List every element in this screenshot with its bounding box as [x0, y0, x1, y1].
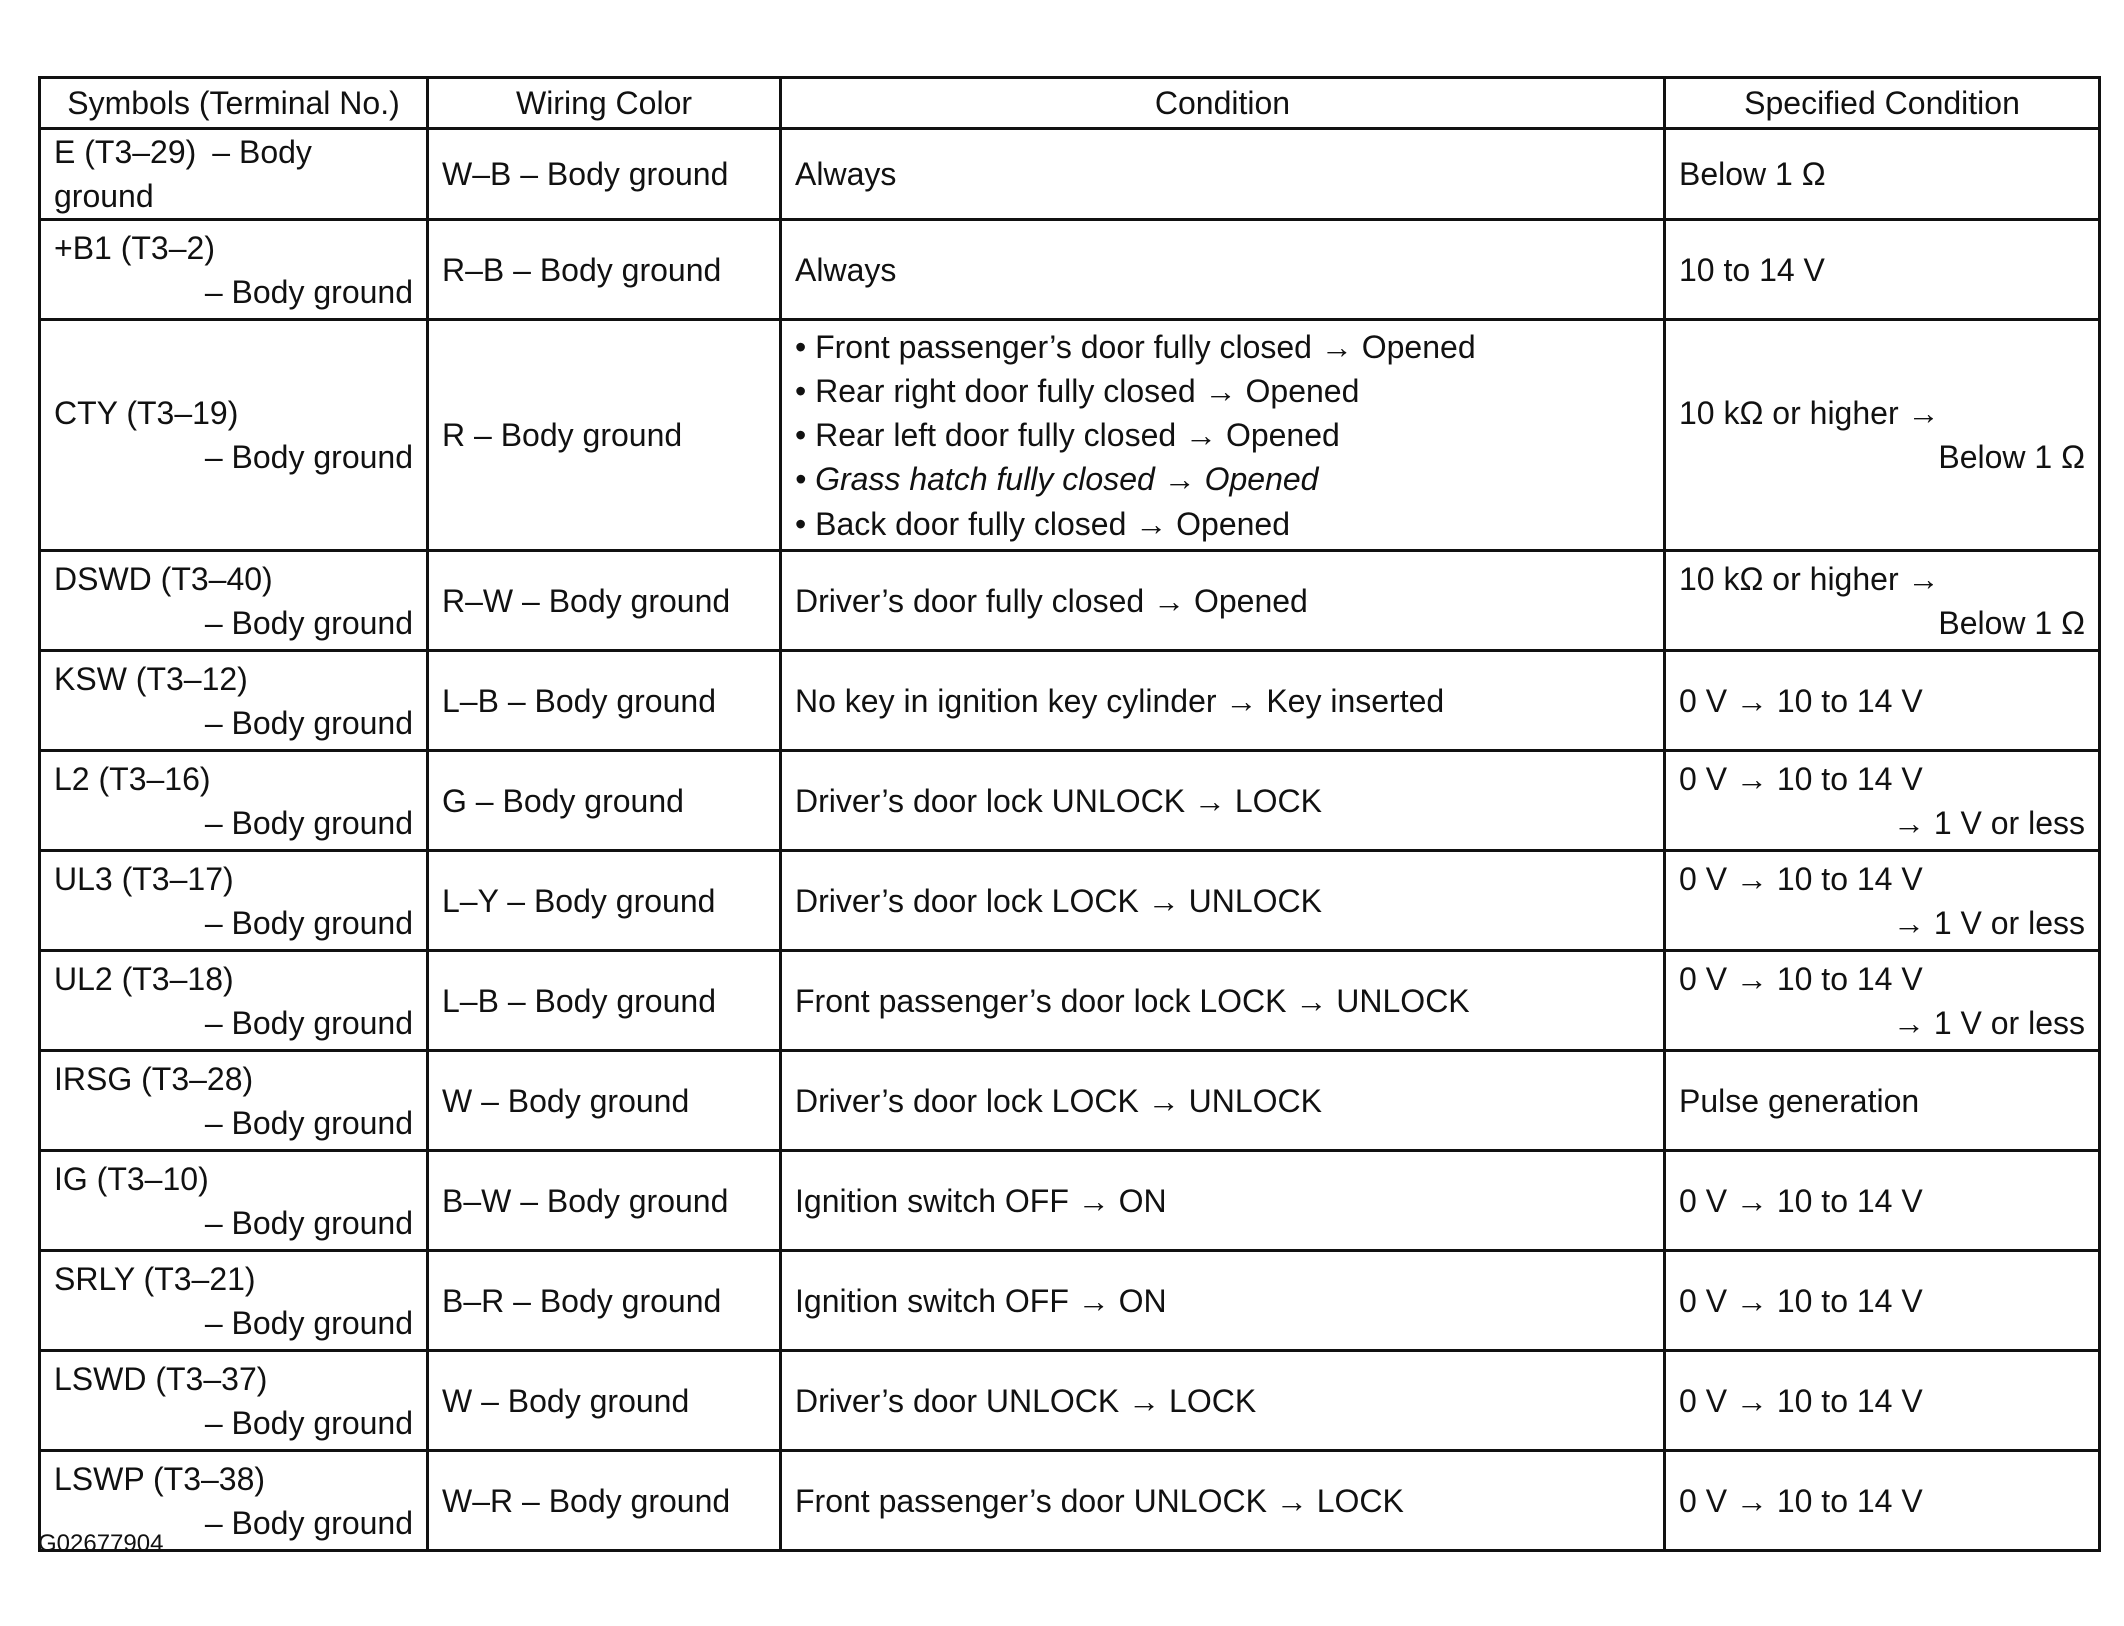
spec-line: Pulse generation — [1679, 1082, 1920, 1119]
wiring-cell: R–B – Body ground — [428, 220, 781, 320]
symbol-cell — [40, 1251, 428, 1351]
symbol-ground: – Body ground — [204, 1104, 413, 1141]
spec-line: 0 V → 10 to 14 V — [1679, 1382, 1923, 1419]
wiring-cell: W–R – Body ground — [428, 1451, 781, 1551]
symbol-name: L2 (T3–16) — [54, 760, 211, 797]
condition-cell: Driver’s door UNLOCK → LOCK — [781, 1351, 1665, 1451]
condition-item: • Grass hatch fully closed → Opened — [795, 457, 1650, 501]
header-condition: Condition — [781, 78, 1665, 129]
wiring-cell: W – Body ground — [428, 1351, 781, 1451]
table-row — [40, 651, 2100, 751]
header-row — [40, 78, 2100, 129]
symbol-ground: – Body ground — [204, 439, 413, 476]
spec-cell — [1665, 751, 2100, 851]
header-wiring-color: Wiring Color — [428, 78, 781, 129]
spec-cell — [1665, 1351, 2100, 1451]
condition-item: • Rear right door fully closed → Opened — [795, 369, 1650, 413]
condition-cell: Ignition switch OFF → ON — [781, 1251, 1665, 1351]
symbol-name: IRSG (T3–28) — [54, 1060, 254, 1097]
symbol-cell — [40, 651, 428, 751]
symbol-cell — [40, 751, 428, 851]
symbol-cell — [40, 220, 428, 320]
symbol-name: SRLY (T3–21) — [54, 1260, 256, 1297]
spec-line-continued: Below 1 Ω — [1938, 439, 2085, 476]
spec-line-continued: Below 1 Ω — [1938, 604, 2085, 641]
condition-cell: Front passenger’s door UNLOCK → LOCK — [781, 1451, 1665, 1551]
spec-cell — [1665, 551, 2100, 651]
spec-cell — [1665, 220, 2100, 320]
symbol-cell — [40, 951, 428, 1051]
spec-cell — [1665, 1151, 2100, 1251]
table-row — [40, 220, 2100, 320]
spec-cell — [1665, 851, 2100, 951]
header-specified-condition: Specified Condition — [1665, 78, 2100, 129]
table-row — [40, 851, 2100, 951]
symbol-cell — [40, 1051, 428, 1151]
header-symbols: Symbols (Terminal No.) — [40, 78, 428, 129]
condition-item: • Front passenger’s door fully closed → Opened — [795, 325, 1650, 369]
condition-item: • Rear left door fully closed → Opened — [795, 413, 1650, 457]
wiring-cell: G – Body ground — [428, 751, 781, 851]
spec-line: 0 V → 10 to 14 V — [1679, 1482, 1923, 1519]
wiring-cell: R–W – Body ground — [428, 551, 781, 651]
symbol-cell — [40, 320, 428, 551]
symbol-ground: – Body ground — [204, 804, 413, 841]
spec-line: 0 V → 10 to 14 V — [1679, 960, 1923, 997]
wiring-cell: B–R – Body ground — [428, 1251, 781, 1351]
symbol-name: CTY (T3–19) — [54, 395, 239, 432]
symbol-ground: – Body ground — [204, 604, 413, 641]
symbol-ground: – Body ground — [204, 1504, 413, 1541]
table-row — [40, 1151, 2100, 1251]
spec-line: 0 V → 10 to 14 V — [1679, 1182, 1923, 1219]
symbol-cell — [40, 1151, 428, 1251]
symbol-ground: – Body ground — [204, 904, 413, 941]
symbol-cell — [40, 1351, 428, 1451]
wiring-cell: W–B – Body ground — [428, 129, 781, 220]
symbol-name: E (T3–29) — [54, 134, 197, 170]
table-row — [40, 1251, 2100, 1351]
condition-cell: Always — [781, 129, 1665, 220]
condition-cell: Driver’s door lock UNLOCK → LOCK — [781, 751, 1665, 851]
condition-cell — [781, 320, 1665, 551]
spec-line: 10 kΩ or higher → — [1679, 395, 1940, 432]
condition-list — [795, 325, 1650, 546]
spec-cell — [1665, 1251, 2100, 1351]
spec-line-continued: → 1 V or less — [1892, 1004, 2085, 1041]
condition-cell: Front passenger’s door lock LOCK → UNLOCK — [781, 951, 1665, 1051]
figure-id: G02677904 — [38, 1530, 164, 1557]
spec-line: Below 1 Ω — [1679, 156, 1826, 193]
symbol-name: LSWP (T3–38) — [54, 1460, 266, 1497]
condition-cell: Driver’s door fully closed → Opened — [781, 551, 1665, 651]
spec-cell — [1665, 320, 2100, 551]
spec-cell — [1665, 951, 2100, 1051]
table-row — [40, 551, 2100, 651]
spec-cell — [1665, 651, 2100, 751]
spec-line: 0 V → 10 to 14 V — [1679, 1282, 1923, 1319]
symbol-name: UL3 (T3–17) — [54, 860, 234, 897]
spec-cell — [1665, 129, 2100, 220]
wiring-cell: R – Body ground — [428, 320, 781, 551]
symbol-name: IG (T3–10) — [54, 1160, 209, 1197]
condition-item: • Back door fully closed → Opened — [795, 502, 1650, 546]
condition-cell: Driver’s door lock LOCK → UNLOCK — [781, 851, 1665, 951]
condition-cell: No key in ignition key cylinder → Key inserted — [781, 651, 1665, 751]
condition-cell: Always — [781, 220, 1665, 320]
table-row — [40, 1451, 2100, 1551]
wiring-cell: L–B – Body ground — [428, 951, 781, 1051]
table-row — [40, 129, 2100, 220]
spec-cell — [1665, 1051, 2100, 1151]
symbol-ground: – Body ground — [204, 1004, 413, 1041]
symbol-name: KSW (T3–12) — [54, 660, 248, 697]
wiring-cell: L–B – Body ground — [428, 651, 781, 751]
spec-line: 10 kΩ or higher → — [1679, 560, 1940, 597]
symbol-cell — [40, 851, 428, 951]
spec-line-continued: → 1 V or less — [1892, 804, 2085, 841]
symbol-ground: – Body ground — [204, 273, 413, 310]
spec-line: 0 V → 10 to 14 V — [1679, 860, 1923, 897]
spec-cell — [1665, 1451, 2100, 1551]
terminal-spec-table — [38, 76, 2101, 1552]
symbol-cell — [40, 129, 428, 220]
symbol-cell — [40, 551, 428, 651]
symbol-name: LSWD (T3–37) — [54, 1360, 268, 1397]
wiring-cell: B–W – Body ground — [428, 1151, 781, 1251]
spec-line: 0 V → 10 to 14 V — [1679, 760, 1923, 797]
table-row — [40, 951, 2100, 1051]
symbol-ground: – Body ground — [204, 1204, 413, 1241]
symbol-ground: – Body ground — [204, 704, 413, 741]
symbol-ground: – Body ground — [204, 1304, 413, 1341]
symbol-name: DSWD (T3–40) — [54, 560, 273, 597]
table-row — [40, 320, 2100, 551]
wiring-cell: L–Y – Body ground — [428, 851, 781, 951]
symbol-name: UL2 (T3–18) — [54, 960, 234, 997]
condition-cell: Ignition switch OFF → ON — [781, 1151, 1665, 1251]
table-row — [40, 1051, 2100, 1151]
symbol-ground: – Body ground — [54, 134, 312, 215]
table-row — [40, 751, 2100, 851]
symbol-name: +B1 (T3–2) — [54, 229, 215, 266]
spec-line-continued: → 1 V or less — [1892, 904, 2085, 941]
wiring-cell: W – Body ground — [428, 1051, 781, 1151]
spec-line: 10 to 14 V — [1679, 251, 1825, 288]
symbol-ground: – Body ground — [204, 1404, 413, 1441]
table-row — [40, 1351, 2100, 1451]
spec-line: 0 V → 10 to 14 V — [1679, 682, 1923, 719]
condition-cell: Driver’s door lock LOCK → UNLOCK — [781, 1051, 1665, 1151]
